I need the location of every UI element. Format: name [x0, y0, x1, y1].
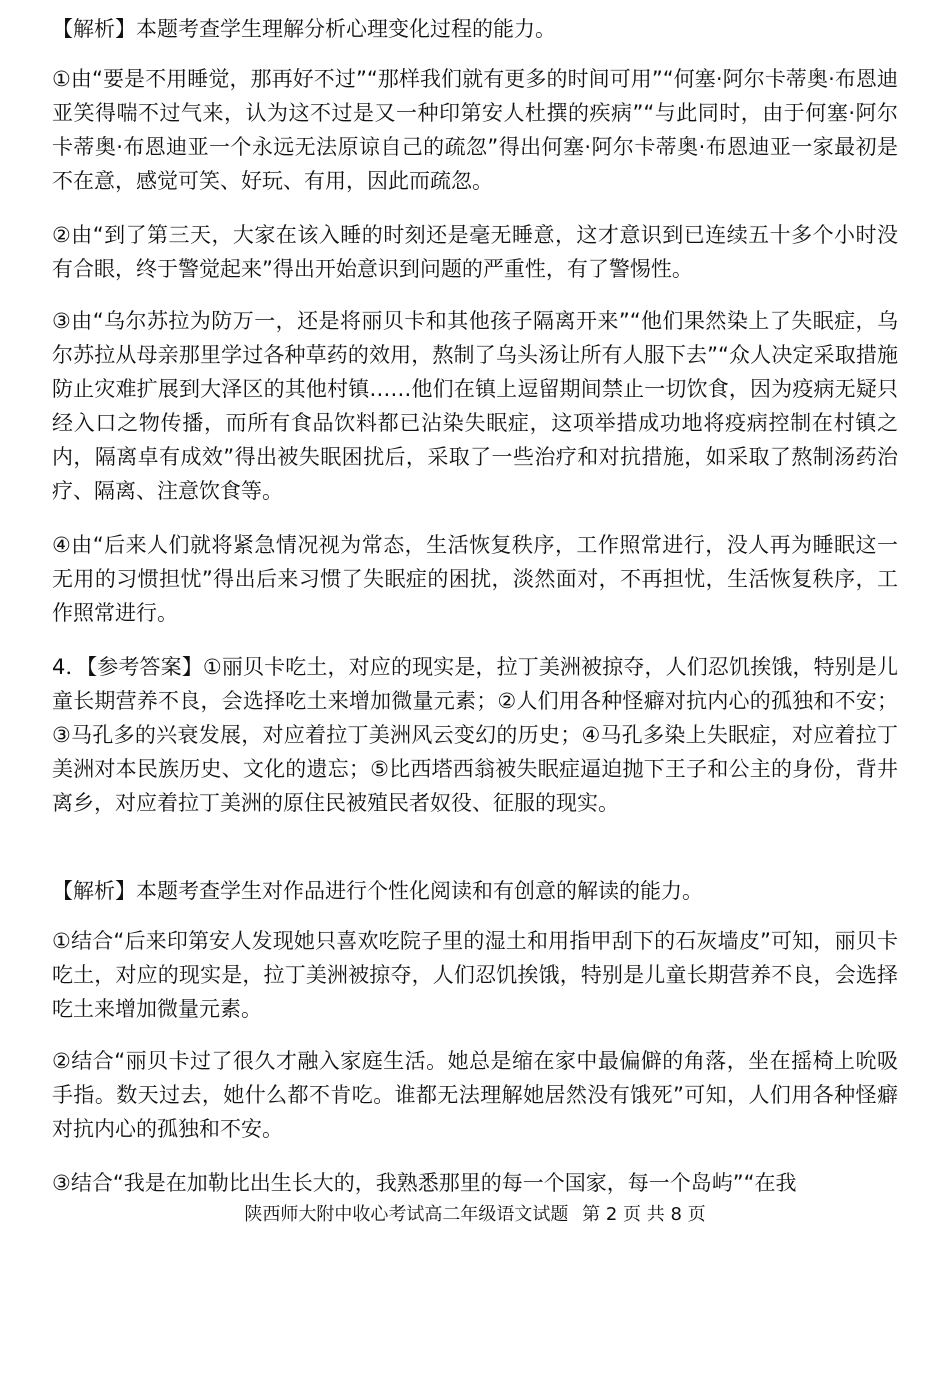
page-footer	[0, 1203, 950, 1227]
page-number: 第 2 页 共 8 页	[582, 1204, 706, 1225]
interpretation-point-2: ②结合“丽贝卡过了很久才融入家庭生活。她总是缩在家中最偏僻的角落，坐在摇椅上吮吸手指。数天过去，她什么都不肯吃。谁都无法理解她居然没有饿死”可知，人们用各种怪癖对抗内心的孤独和不安。	[52, 1049, 898, 1141]
interpretation-point-1: ①结合“后来印第安人发现她只喜欢吃院子里的湿土和用指甲刮下的石灰墙皮”可知，丽贝卡吃土，对应的现实是，拉丁美洲被掠夺，人们忍饥挨饿，特别是儿童长期营养不良，会选择吃土来增加微量元素。	[52, 929, 898, 1021]
analysis-point-4: ④由“后来人们就将紧急情况视为常态，生活恢复秩序，工作照常进行，没人再为睡眠这一无用的习惯担忧”得出后来习惯了失眠症的困扰，淡然面对，不再担忧，生活恢复秩序，工作照常进行。	[52, 533, 898, 625]
exam-title: 陕西师大附中收心考试高二年级语文试题	[244, 1204, 569, 1225]
analysis-heading-2: 【解析】本题考查学生对作品进行个性化阅读和有创意的解读的能力。	[52, 879, 703, 903]
analysis-point-2: ②由“到了第三天，大家在该入睡的时刻还是毫无睡意，这才意识到已连续五十多个小时没有合眼，终于警觉起来”得出开始意识到问题的严重性，有了警惕性。	[52, 223, 898, 281]
answer-4: 4．【参考答案】①丽贝卡吃土，对应的现实是，拉丁美洲被掠夺，人们忍饥挨饿，特别是儿童长期营养不良，会选择吃土来增加微量元素；②人们用各种怪癖对抗内心的孤独和不安；③马孔多的兴衰发展，对应着拉丁美洲风云变幻的历史；④马孔多染上失眠症，对应着拉丁美洲对本民族历史、文化的遗忘；⑤比西塔西翁被失眠症逼迫抛下王子和公主的身份，背井离乡，对应着拉丁美洲的原住民被殖民者奴役、征服的现实。	[52, 655, 898, 815]
analysis-point-3: ③由“乌尔苏拉为防万一，还是将丽贝卡和其他孩子隔离开来”“他们果然染上了失眠症，乌尔苏拉从母亲那里学过各种草药的效用，熬制了乌头汤让所有人服下去”“众人决定采取措施防止灾难扩展到大泽区的其他村镇……他们在镇上逗留期间禁止一切饮食，因为疫病无疑只经入口之物传播，而所有食品饮料都已沾染失眠症，这项举措成功地将疫病控制在村镇之内，隔离卓有成效”得出被失眠困扰后，采取了一些治疗和对抗措施，如采取了熬制汤药治疗、隔离、注意饮食等。	[52, 309, 898, 503]
interpretation-point-3: ③结合“我是在加勒比出生长大的，我熟悉那里的每一个国家，每一个岛屿”“在我	[52, 1171, 797, 1195]
analysis-heading-1: 【解析】本题考查学生理解分析心理变化过程的能力。	[52, 17, 556, 41]
analysis-point-1: ①由“要是不用睡觉，那再好不过”“那样我们就有更多的时间可用”“何塞·阿尔卡蒂奥·布恩迪亚笑得喘不过气来，认为这不过是又一种印第安人杜撰的疾病”“与此同时，由于何塞·阿尔卡蒂奥·布恩迪亚一个永远无法原谅自己的疏忽”得出何塞·阿尔卡蒂奥·布恩迪亚一家最初是不在意，感觉可笑、好玩、有用，因此而疏忽。	[52, 67, 898, 193]
